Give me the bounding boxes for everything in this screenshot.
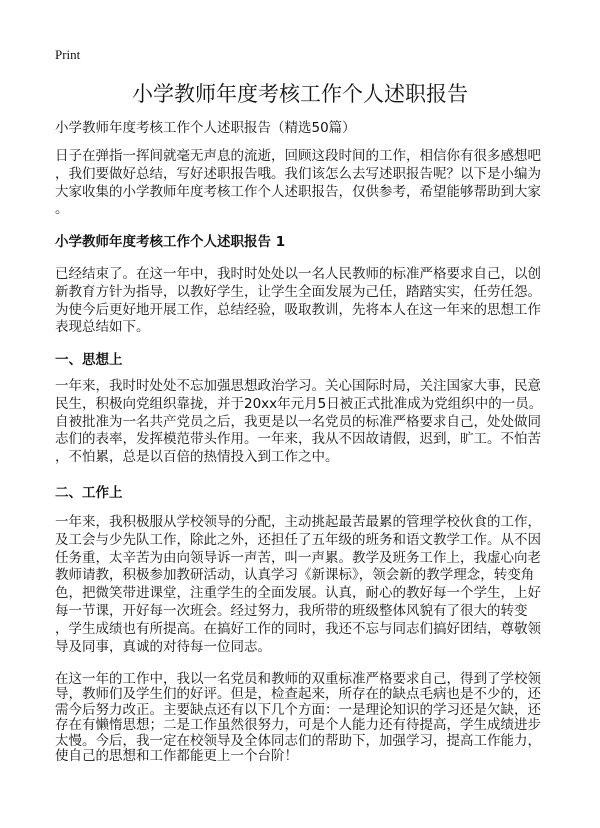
print-link[interactable]: Print bbox=[55, 47, 81, 62]
text-line: 。 bbox=[55, 201, 69, 218]
heading-work: 二、工作上 bbox=[55, 485, 123, 501]
text-line: 日子在弹指一挥间就毫无声息的流逝，回顾这段时间的工作，相信你有很多感想吧 bbox=[55, 148, 541, 164]
text-line: 在这一年的工作中，我以一名党员和教师的双重标准严格要求自己，得到了学校领 bbox=[55, 671, 541, 687]
text-line: 导，教师们及学生们的好评。但是，检查起来，所存在的缺点毛病也是不少的，还 bbox=[55, 686, 541, 703]
opening-paragraph bbox=[55, 266, 541, 337]
text-line: 需今后努力改正。主要缺点还有以下几个方面：一是理论知识的学习还是欠缺，还 bbox=[55, 701, 541, 718]
text-line: 任务重，太辛苦为由向领导诉一声苦，叫一声累。教学及班务工作上，我虚心向老 bbox=[55, 549, 541, 566]
text-line: 新教育方针为指导，以教好学生，让学生全面发展为己任，踏踏实实，任劳任怨。 bbox=[55, 283, 541, 300]
text-line: 大家收集的小学教师年度考核工作个人述职报告，仅供参考，希望能够帮助到大家 bbox=[55, 183, 541, 200]
work-paragraph bbox=[55, 514, 541, 656]
text-line: 自被批准为一名共产党员之后，我更是以一名党员的标准严格要求自己，处处做同 bbox=[55, 413, 541, 430]
intro-paragraph bbox=[55, 148, 541, 219]
section-title: 小学教师年度考核工作个人述职报告 1 bbox=[55, 234, 286, 250]
summary-paragraph bbox=[55, 672, 541, 764]
text-line: 一年来，我积极服从学校领导的分配，主动挑起最苦最累的管理学校伙食的工作， bbox=[55, 514, 541, 530]
heading-thought: 一、思想上 bbox=[55, 352, 123, 368]
text-line: 存在有懒惰思想；二是工作虽然很努力，可是个人能力还有待提高，学生成绩进步 bbox=[55, 717, 541, 734]
text-line: 每一节课，开好每一次班会。经过努力，我所带的班级整体风貌有了很大的转变 bbox=[55, 602, 528, 619]
text-line: 使自己的思想和工作都能更上一个台阶！ bbox=[55, 748, 298, 765]
text-line: 色，把微笑带进课堂，注重学生的全面发展。认真，耐心的教好每一个学生，上好 bbox=[55, 585, 541, 602]
text-line: 教师请教，积极参加教研活动，认真学习《新课标》，领会新的教学理念，转变角 bbox=[55, 567, 535, 584]
text-line: 志们的表率，发挥模范带头作用。一年来，我从不因故请假，迟到，旷工。不怕苦 bbox=[55, 431, 541, 448]
thought-paragraph bbox=[55, 378, 542, 467]
subtitle: 小学教师年度考核工作个人述职报告（精选50篇） bbox=[55, 120, 356, 136]
text-line: 民生，积极向党组织靠拢，并于20xx年元月5日被正式批准成为党组织中的一员。 bbox=[55, 395, 543, 412]
text-line: 导及同事，真诚的对待每一位同志。 bbox=[55, 638, 271, 655]
text-line: 表现总结如下。 bbox=[55, 319, 150, 336]
page-title: 小学教师年度考核工作个人述职报告 bbox=[132, 82, 468, 106]
text-line: ，不怕累，总是以百倍的热情投入到工作之中。 bbox=[55, 449, 339, 466]
text-line: 已经结束了。在这一年中，我时时处处以一名人民教师的标准严格要求自己，以创 bbox=[55, 266, 541, 282]
text-line: 太慢。今后，我一定在校领导及全体同志们的帮助下，加强学习，提高工作能力， bbox=[55, 732, 541, 749]
text-line: ，我们要做好总结，写好述职报告哦。我们该怎么去写述职报告呢？以下是小编为 bbox=[55, 165, 541, 182]
text-line: 为使今后更好地开展工作，总结经验，吸取教训，先将本人在这一年来的思想工作 bbox=[55, 301, 541, 318]
text-line: ，学生成绩也有所提高。在搞好工作的同时，我还不忘与同志们搞好团结，尊敬领 bbox=[55, 620, 541, 637]
text-line: 一年来，我时时处处不忘加强思想政治学习。关心国际时局，关注国家大事，民意 bbox=[55, 378, 541, 394]
text-line: 及工会与少先队工作，除此之外，还担任了五年级的班务和语文教学工作。从不因 bbox=[55, 531, 541, 548]
